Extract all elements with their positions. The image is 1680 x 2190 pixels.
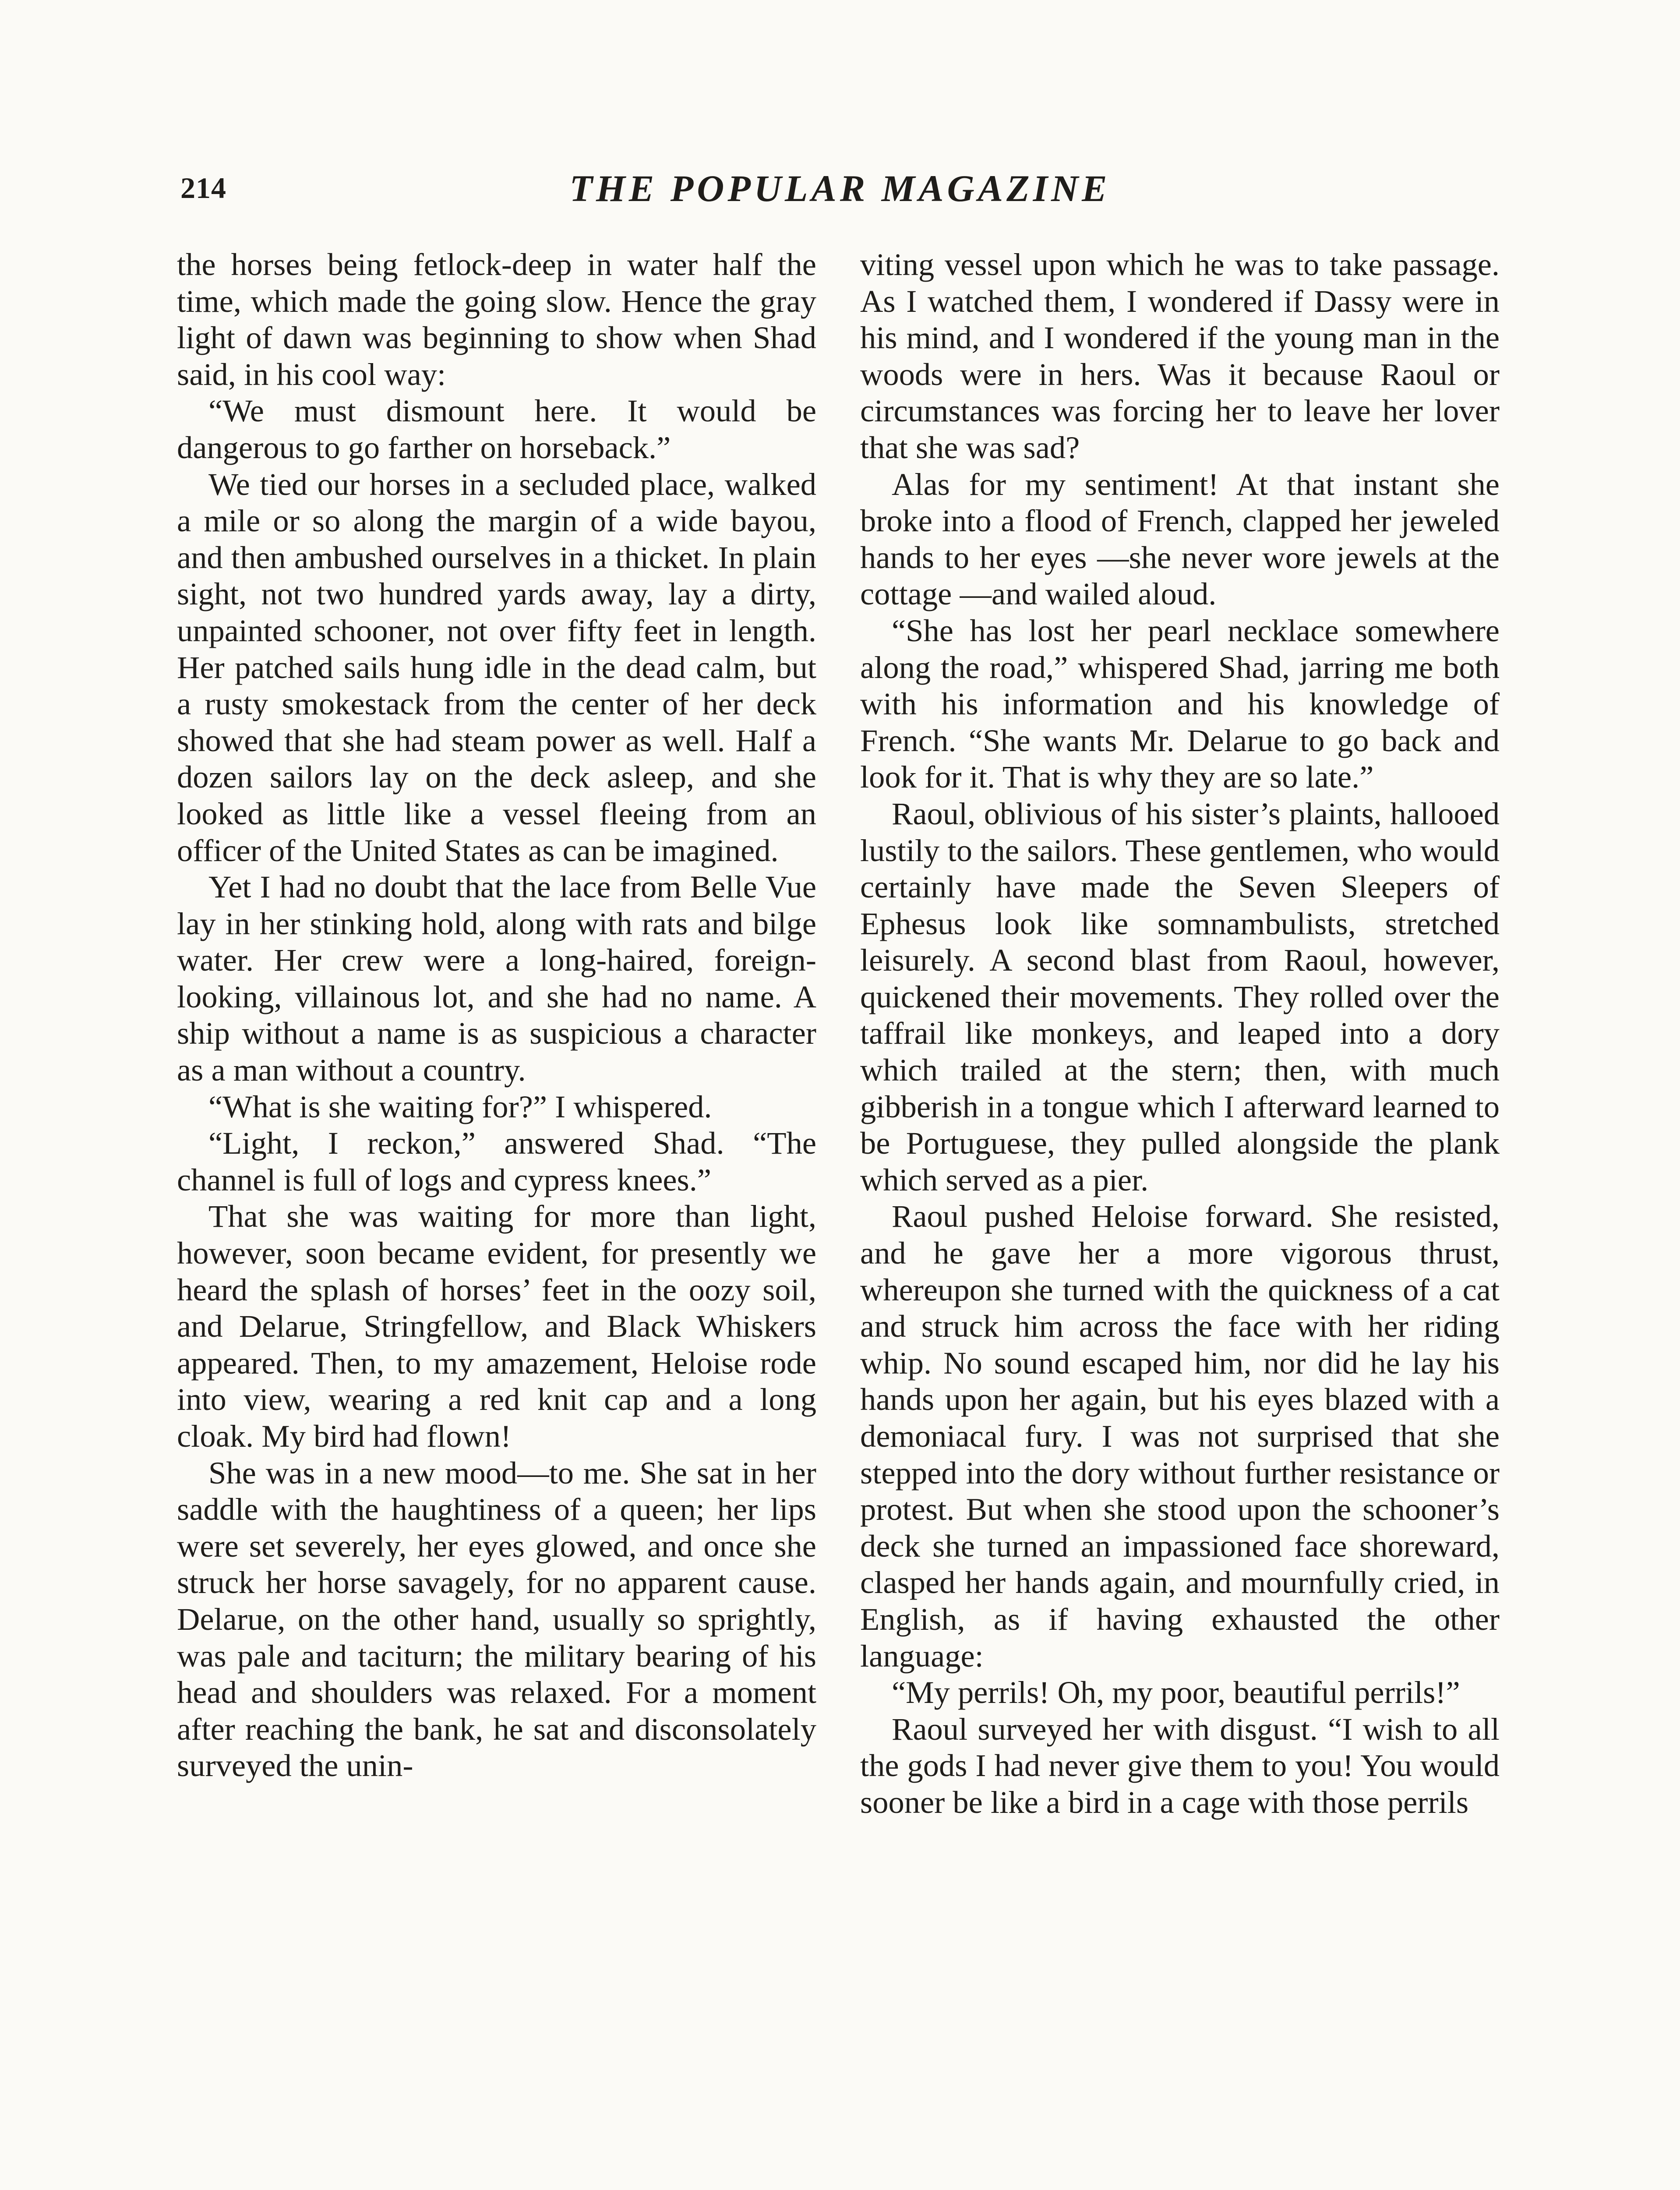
page-number: 214 [180, 171, 226, 205]
paragraph: “We must dismount here. It would be dangerous to go farther on horseback.” [177, 393, 816, 465]
paragraph: That she was waiting for more than light, however, soon became evident, for presently we heard the splash of horses’ feet in the oozy soil, and Delarue, Stringfellow, and Black Whiskers appeared. Then, to my amazement, Heloise rode into view, wearing a red knit cap and a long cloak. My bird had flown! [177, 1198, 816, 1454]
right-column [860, 246, 1500, 1821]
paragraph: the horses being fetlock-deep in water half the time, which made the going slow. Hence the gray light of dawn was beginning to show when Shad said, in his cool way: [177, 247, 816, 392]
paragraph: “What is she waiting for?” I whispered. [208, 1088, 712, 1124]
paragraph: “Light, I reckon,” answered Shad. “The channel is full of logs and cypress knees.” [177, 1125, 816, 1197]
paragraph: “My perrils! Oh, my poor, beautiful perrils!” [892, 1674, 1460, 1710]
paragraph: Raoul surveyed her with disgust. “I wish to all the gods I had never give them to you! You would sooner be like a bird in a cage with those perrils [860, 1711, 1500, 1820]
paragraph: viting vessel upon which he was to take passage. As I watched them, I wondered if Dassy were in his mind, and I wondered if the young man in the woods were in hers. Was it because Raoul or circumstances was forcing her to leave her lover that she was sad? [860, 247, 1500, 465]
paragraph: “She has lost her pearl necklace somewhere along the road,” whispered Shad, jarring me both with his information and his knowledge of French. “She wants Mr. Delarue to go back and look for it. That is why they are so late.” [860, 612, 1500, 795]
paragraph: We tied our horses in a secluded place, walked a mile or so along the margin of a wide bayou, and then ambushed ourselves in a thicket. In plain sight, not two hundred yards away, lay a dirty, unpainted schooner, not over fifty feet in length. Her patched sails hung idle in the dead calm, but a rusty smokestack from the center of her deck showed that she had steam power as well. Half a dozen sailors lay on the deck asleep, and she looked as little like a vessel fleeing from an officer of the United States as can be imagined. [177, 466, 816, 868]
paragraph: Raoul pushed Heloise forward. She resisted, and he gave her a more vigorous thrust, whereupon she turned with the quickness of a cat and struck him across the face with her riding whip. No sound escaped him, nor did he lay his hands upon her again, but his eyes blazed with a demoniacal fury. I was not surprised that she stepped into the dory without further resistance or protest. But when she stood upon the schooner’s deck she turned an impassioned face shoreward, clasped her hands again, and mournfully cried, in English, as if having exhausted the other language: [860, 1198, 1500, 1674]
paragraph: Alas for my sentiment! At that instant she broke into a flood of French, clapped her jeweled hands to her eyes —she never wore jewels at the cottage —and wailed aloud. [860, 466, 1500, 612]
paragraph: Raoul, oblivious of his sister’s plaints, hallooed lustily to the sailors. These gentlemen, who would certainly have made the Seven Sleepers of Ephesus look like somnambulists, stretched leisurely. A second blast from Raoul, however, quickened their movements. They rolled over the taffrail like monkeys, and leaped into a dory which trailed at the stern; then, with much gibberish in a tongue which I afterward learned to be Portuguese, they pulled alongside the plank which served as a pier. [860, 795, 1500, 1197]
paragraph: Yet I had no doubt that the lace from Belle Vue lay in her stinking hold, along with rats and bilge water. Her crew were a long-haired, foreign-looking, villainous lot, and she had no name. A ship without a name is as suspicious a character as a man without a country. [177, 869, 816, 1088]
running-head: THE POPULAR MAGAZINE [569, 167, 1111, 209]
paragraph: She was in a new mood—to me. She sat in her saddle with the haughtiness of a queen; her lips were set severely, her eyes glowed, and once she struck her horse savagely, for no apparent cause. Delarue, on the other hand, usually so sprightly, was pale and taciturn; the military bearing of his head and shoulders was relaxed. For a moment after reaching the bank, he sat and disconsolately surveyed the unin- [177, 1455, 816, 1784]
left-column [177, 246, 816, 1784]
